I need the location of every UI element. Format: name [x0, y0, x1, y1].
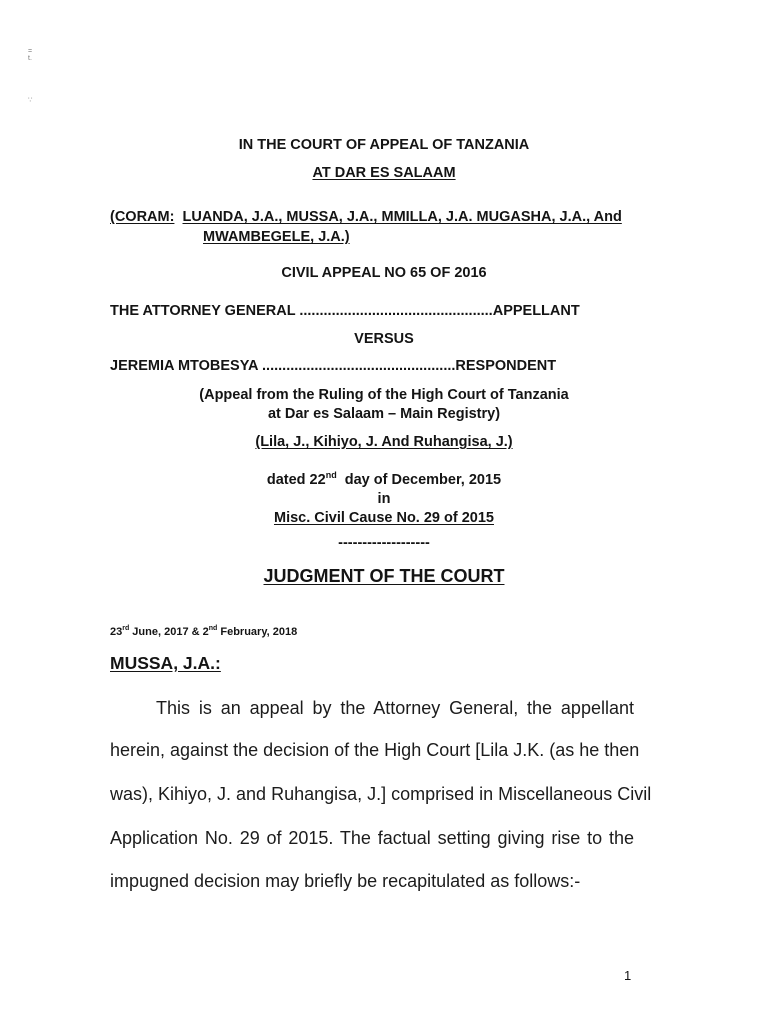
- body-line: Application No. 29 of 2015. The factual setting giving rise to the: [110, 828, 634, 848]
- body-line: was), Kihiyo, J. and Ruhangisa, J.] comprised in Miscellaneous Civil: [110, 784, 652, 804]
- appellant-role: APPELLANT: [492, 303, 580, 319]
- date2-sup: nd: [208, 625, 218, 632]
- misc-cause: Misc. Civil Cause No. 29 of 2015: [273, 510, 494, 526]
- appellant-line: [110, 303, 580, 319]
- body-line: impugned decision may briefly be recapitulated as follows:-: [110, 871, 581, 891]
- respondent-name: JEREMIA MTOBESYA: [110, 358, 258, 374]
- high-court-judges: [0, 434, 768, 450]
- appeal-from-line2: at Dar es Salaam – Main Registry): [267, 406, 501, 422]
- dated-suffix: day of December, 2015: [336, 472, 502, 488]
- date2-rest: February, 2018: [217, 626, 298, 638]
- coram-block: [110, 209, 622, 225]
- versus-label: VERSUS: [354, 331, 414, 347]
- court-name: IN THE COURT OF APPEAL OF TANZANIA: [238, 137, 530, 153]
- dated-prefix: dated 22: [266, 472, 326, 488]
- leader-dots: ................................................: [299, 303, 493, 319]
- date1-sup: rd: [122, 625, 130, 632]
- dated-sup: nd: [325, 470, 337, 480]
- appeal-from-line1: (Appeal from the Ruling of the High Court of Tanzania: [199, 387, 569, 403]
- court-location: AT DAR ES SALAAM: [312, 165, 456, 181]
- appellant-name: THE ATTORNEY GENERAL: [110, 303, 296, 319]
- respondent-role: RESPONDENT: [455, 358, 557, 374]
- judge-heading: MUSSA, J.A.:: [110, 653, 221, 673]
- in-label: in: [377, 491, 391, 507]
- scan-margin-mark: ∵: [28, 97, 33, 104]
- respondent-line: [110, 358, 556, 374]
- hearing-dates: [110, 626, 297, 638]
- judges-text: (Lila, J., Kihiyo, J. And Ruhangisa, J.): [255, 434, 513, 450]
- page-number: 1: [624, 968, 632, 983]
- body-line: herein, against the decision of the High Court [Lila J.K. (as he then: [110, 740, 640, 760]
- dated-line: [0, 472, 768, 488]
- body-line: This is an appeal by the Attorney General, the appellant: [156, 698, 634, 718]
- date1-rest: June, 2017 & 2: [129, 626, 209, 638]
- case-number: CIVIL APPEAL NO 65 OF 2016: [281, 265, 487, 281]
- coram-judges-line1: LUANDA, J.A., MUSSA, J.A., MMILLA, J.A. MUGASHA, J.A., And: [182, 209, 622, 225]
- scan-margin-mark: = t.: [28, 48, 33, 62]
- judgment-heading: JUDGMENT OF THE COURT: [263, 566, 505, 586]
- coram-judges-line2: MWAMBEGELE, J.A.): [203, 229, 350, 245]
- coram-label: (CORAM:: [110, 209, 175, 225]
- separator-dashes: -------------------: [338, 535, 430, 551]
- leader-dots: ................................................: [262, 358, 456, 374]
- date1-day: 23: [110, 626, 123, 638]
